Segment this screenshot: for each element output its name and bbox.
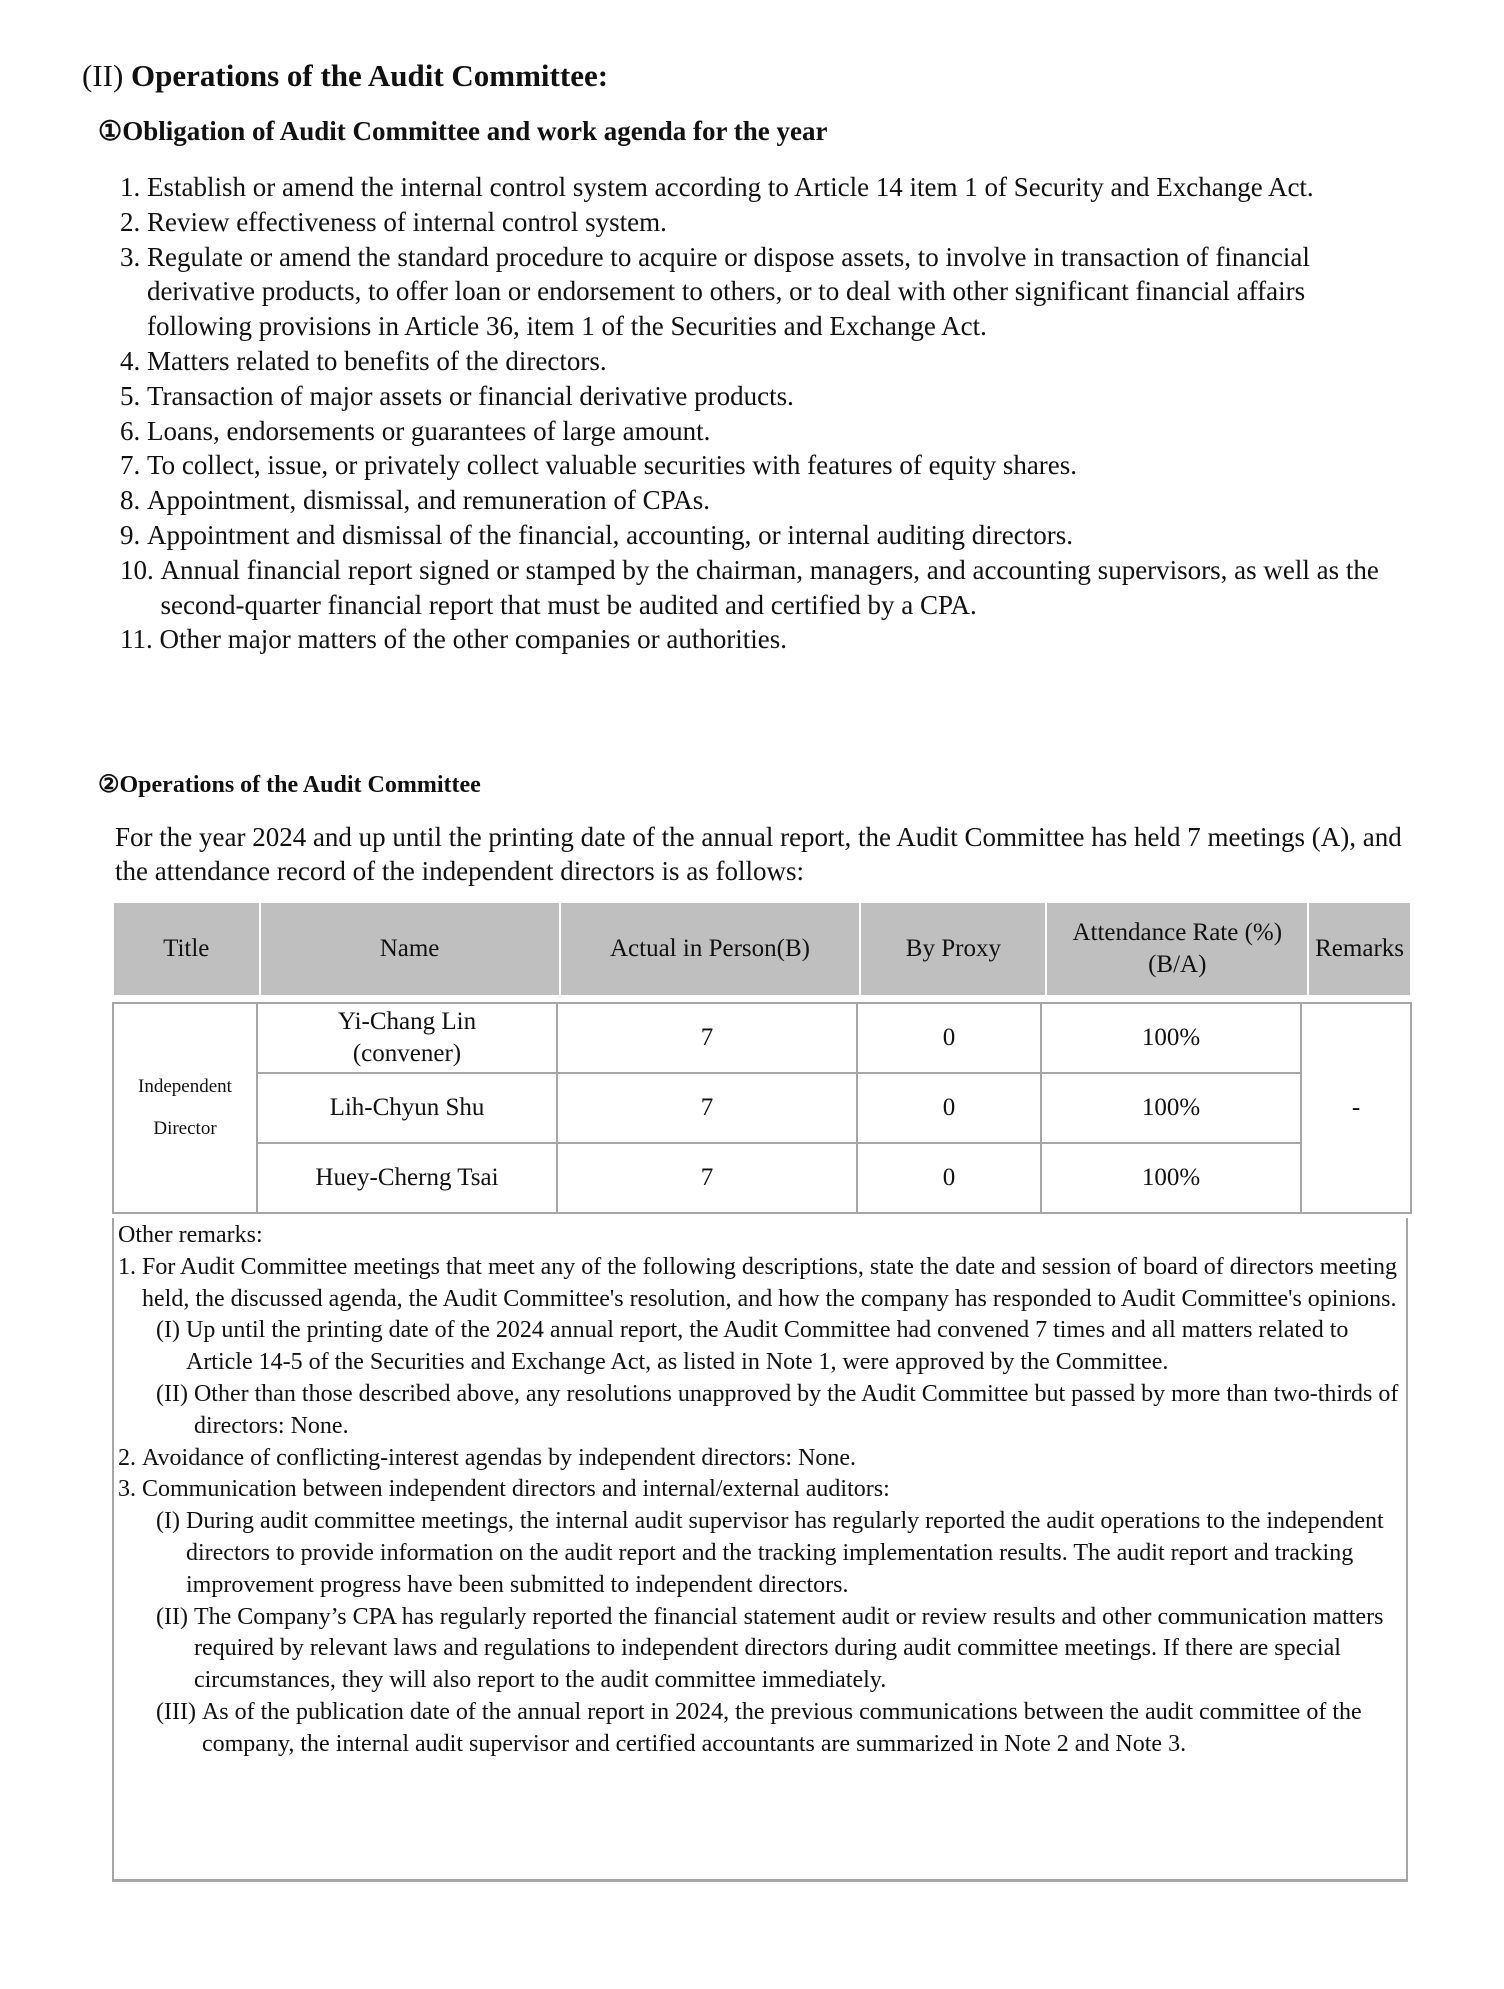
remark-subitem bbox=[118, 1602, 1406, 1697]
remark-text: For Audit Committee meetings that meet any of the following descriptions, state the date and session of board of directors meeting held, the discussed agenda, the Audit Committee's resolution, and how the company has responded to Audit Committee's opinions. bbox=[142, 1253, 1398, 1312]
director-name: Lih-Chyun Shu bbox=[257, 1073, 557, 1143]
header-attendance-rate: Attendance Rate (%)(B/A) bbox=[1046, 903, 1308, 995]
subitem-text: Other than those described above, any resolutions unapproved by the Audit Committee but passed by more than two-thirds of directors: None. bbox=[193, 1380, 1399, 1439]
item-text: Transaction of major assets or financial derivative products. bbox=[147, 380, 794, 411]
item-number: 1. bbox=[120, 172, 147, 202]
agenda-item bbox=[120, 622, 1410, 657]
remark-text: Communication between independent directors and internal/external auditors: bbox=[142, 1476, 890, 1503]
remark-text: Avoidance of conflicting-interest agendas by independent directors: None. bbox=[142, 1444, 856, 1471]
agenda-item bbox=[120, 240, 1410, 344]
header-remarks: Remarks bbox=[1308, 903, 1411, 995]
item-number: 4. bbox=[120, 345, 147, 376]
item-text: To collect, issue, or privately collect valuable securities with features of equity shares. bbox=[147, 450, 1078, 481]
item-text: Regulate or amend the standard procedure to acquire or dispose assets, to involve in transaction of financial derivative products, to offer loan or endorsement to others, or to deal with other significant financial affairs following provisions in Article 36, item 1 of the Securities and Exchange Act. bbox=[147, 241, 1310, 342]
agenda-item bbox=[120, 448, 1410, 483]
item-text: Establish or amend the internal control system according to Article 14 item 1 of Security and Exchange Act. bbox=[147, 172, 1314, 202]
header-name: Name bbox=[260, 903, 560, 995]
in-person-count: 7 bbox=[557, 1003, 857, 1073]
header-in-person: Actual in Person(B) bbox=[560, 903, 861, 995]
subitem-text: As of the publication date of the annual report in 2024, the previous communications between the audit committee of the company, the internal audit supervisor and certified accountants are summarized in Note 2 and Note 3. bbox=[201, 1698, 1362, 1757]
item-text: Appointment, dismissal, and remuneration of CPAs. bbox=[147, 485, 710, 516]
name-note: (convener) bbox=[352, 1040, 462, 1067]
subitem-number: (I) bbox=[156, 1317, 186, 1344]
item-text: Review effectiveness of internal control system. bbox=[147, 206, 667, 237]
subitem-text: The Company’s CPA has regularly reported the financial statement audit or review results and other communication matters required by relevant laws and regulations to independent directors during audit committee meetings. If there are special circumstances, they will also report to the audit committee immediately. bbox=[193, 1603, 1384, 1694]
item-text: Other major matters of the other companies or authorities. bbox=[159, 624, 788, 655]
item-number: 3. bbox=[120, 241, 147, 272]
agenda-item bbox=[120, 483, 1410, 518]
item-text: Matters related to benefits of the directors. bbox=[147, 345, 607, 376]
in-person-count: 7 bbox=[557, 1143, 857, 1213]
agenda-item bbox=[120, 379, 1410, 414]
subitem-number: (I) bbox=[156, 1508, 186, 1535]
item-number: 7. bbox=[120, 450, 147, 481]
director-name: Huey-Cherng Tsai bbox=[257, 1143, 557, 1213]
title-line: Independent bbox=[138, 1076, 232, 1097]
title-line: Director bbox=[153, 1118, 217, 1139]
remark-subitem bbox=[118, 1315, 1406, 1379]
remark-number: 2. bbox=[118, 1444, 142, 1471]
operations-intro: For the year 2024 and up until the printing date of the annual report, the Audit Committee has held 7 meetings (A), and the attendance record of the independent directors is as follows: bbox=[115, 822, 1402, 886]
agenda-item bbox=[120, 170, 1410, 205]
item-number: 8. bbox=[120, 485, 147, 516]
item-number: 9. bbox=[120, 519, 147, 550]
item-text: Annual financial report signed or stamped by the chairman, managers, and accounting supervisors, as well as the second-quarter financial report that must be audited and certified by a CPA. bbox=[160, 554, 1379, 620]
remark-item bbox=[118, 1443, 1406, 1475]
agenda-item bbox=[120, 344, 1410, 379]
table-row bbox=[113, 1003, 1411, 1073]
remarks-heading: Other remarks: bbox=[118, 1222, 263, 1248]
agenda-list bbox=[120, 170, 1410, 657]
header-by-proxy: By Proxy bbox=[860, 903, 1046, 995]
director-title bbox=[113, 1003, 257, 1213]
remarks-cell: - bbox=[1301, 1003, 1411, 1213]
section-number: (II) bbox=[82, 58, 132, 93]
item-text: Appointment and dismissal of the financial, accounting, or internal auditing directors. bbox=[147, 519, 1074, 550]
subitem-number: (III) bbox=[156, 1698, 202, 1725]
remark-subitem bbox=[118, 1379, 1406, 1443]
proxy-count: 0 bbox=[857, 1073, 1041, 1143]
section-title bbox=[82, 58, 608, 94]
agenda-item bbox=[120, 414, 1410, 449]
table-row bbox=[113, 1073, 1411, 1143]
item-number: 10. bbox=[120, 554, 161, 585]
director-name bbox=[257, 1003, 557, 1073]
table-row bbox=[113, 1143, 1411, 1213]
header-title: Title bbox=[113, 903, 260, 995]
remark-item bbox=[118, 1474, 1406, 1506]
subitem-number: (II) bbox=[156, 1603, 194, 1630]
remark-item bbox=[118, 1252, 1406, 1316]
subitem-text: During audit committee meetings, the internal audit supervisor has regularly reported the audit operations to the independent directors to provide information on the audit report and the tracking implementation results. The audit report and tracking improvement progress have been submitted to independent directors. bbox=[185, 1508, 1384, 1598]
item-number: 2. bbox=[120, 206, 147, 237]
item-text: Loans, endorsements or guarantees of large amount. bbox=[147, 415, 711, 446]
operations-heading: ②Operations of the Audit Committee bbox=[98, 772, 481, 798]
attendance-rate: 100% bbox=[1041, 1003, 1301, 1073]
item-number: 5. bbox=[120, 380, 147, 411]
agenda-item bbox=[120, 205, 1410, 240]
section-title-text: Operations of the Audit Committee: bbox=[131, 58, 609, 93]
agenda-item bbox=[120, 553, 1410, 623]
in-person-count: 7 bbox=[557, 1073, 857, 1143]
name-line: Yi-Chang Lin bbox=[337, 1008, 477, 1035]
proxy-count: 0 bbox=[857, 1003, 1041, 1073]
other-remarks bbox=[112, 1218, 1408, 1882]
subitem-number: (II) bbox=[156, 1380, 194, 1407]
remark-subitem bbox=[118, 1506, 1406, 1601]
attendance-table bbox=[112, 1002, 1412, 1214]
proxy-count: 0 bbox=[857, 1143, 1041, 1213]
item-number: 11. bbox=[120, 624, 160, 655]
attendance-table-header bbox=[112, 903, 1412, 995]
attendance-rate: 100% bbox=[1041, 1073, 1301, 1143]
remark-number: 1. bbox=[118, 1253, 142, 1280]
agenda-item bbox=[120, 518, 1410, 553]
attendance-rate: 100% bbox=[1041, 1143, 1301, 1213]
item-number: 6. bbox=[120, 415, 147, 446]
obligations-heading: ①Obligation of Audit Committee and work agenda for the year bbox=[98, 116, 828, 146]
subitem-text: Up until the printing date of the 2024 annual report, the Audit Committee had convened 7 times and all matters related to Article 14-5 of the Securities and Exchange Act, as listed in Note 1, were approved by the Committee. bbox=[185, 1317, 1349, 1376]
remark-subitem bbox=[118, 1697, 1406, 1761]
remark-number: 3. bbox=[118, 1476, 142, 1503]
